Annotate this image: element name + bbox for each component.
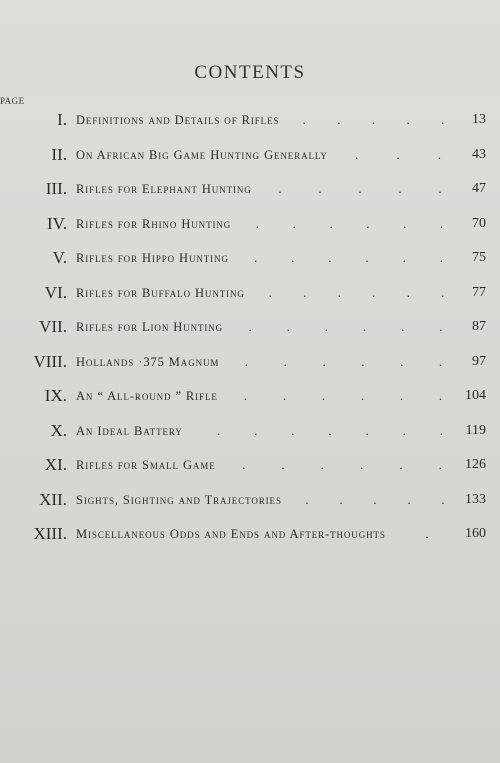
page-title: CONTENTS xyxy=(194,62,306,83)
chapter-title: Sights, Sighting and Trajectories xyxy=(76,492,282,507)
toc-entry xyxy=(0,108,500,132)
page-number: 13 xyxy=(472,112,486,127)
chapter-title: Rifles for Rhino Hunting xyxy=(76,216,232,231)
leader-dots: . . . . . . xyxy=(248,319,443,334)
toc-entry xyxy=(0,315,500,339)
toc-entry xyxy=(0,212,500,236)
chapter-number: VII. xyxy=(39,317,67,336)
toc-entry xyxy=(0,143,500,167)
leader-dots: . . . . . . xyxy=(253,250,443,265)
leader-dots: . . . . . . xyxy=(243,388,443,403)
chapter-title: Rifles for Elephant Hunting xyxy=(76,182,252,196)
leader-dots: . . . . . xyxy=(302,112,445,127)
chapter-title: An “ All-round ” Rifle xyxy=(76,389,218,403)
page-number: 43 xyxy=(472,146,486,162)
page-number: 160 xyxy=(465,526,486,541)
page-number: 126 xyxy=(465,457,486,472)
leader-dots: . . . . . . . xyxy=(216,422,444,438)
toc-entry xyxy=(0,281,500,305)
toc-entry xyxy=(0,177,500,201)
leader-dots: . xyxy=(425,526,429,541)
chapter-number: VI. xyxy=(44,282,67,302)
leader-dots: . . . . . xyxy=(278,181,442,196)
leader-dots: . . . . . xyxy=(305,491,445,507)
chapter-number: III. xyxy=(45,179,67,198)
page-number: 87 xyxy=(472,319,486,334)
chapter-number: XI. xyxy=(44,455,67,474)
chapter-number: XIII. xyxy=(33,524,67,543)
chapter-title: Rifles for Lion Hunting xyxy=(76,320,224,334)
page-number: 47 xyxy=(472,181,486,196)
chapter-title: An Ideal Battery xyxy=(76,423,183,438)
chapter-title: Miscellaneous Odds and Ends and After-thoughts xyxy=(76,527,386,541)
leader-dots: . . . . . . xyxy=(242,457,442,472)
toc-entry xyxy=(0,350,500,374)
chapter-number: V. xyxy=(52,248,67,267)
chapter-number: IX. xyxy=(44,386,67,405)
chapter-number: XII. xyxy=(39,489,67,509)
chapter-number: IV. xyxy=(47,213,67,233)
toc-entry xyxy=(0,246,500,270)
chapter-title: Hollands ·375 Magnum xyxy=(76,354,220,369)
toc-entry xyxy=(0,488,500,512)
toc-entry xyxy=(0,384,500,408)
page-number: 133 xyxy=(465,491,486,507)
page-number: 97 xyxy=(472,353,486,369)
leader-dots: . . . xyxy=(355,146,441,162)
chapter-title: Rifles for Hippo Hunting xyxy=(76,251,229,265)
chapter-title: Rifles for Buffalo Hunting xyxy=(76,285,245,300)
chapter-title: Rifles for Small Game xyxy=(76,458,216,472)
table-of-contents xyxy=(0,108,500,548)
leader-dots: . . . . . . xyxy=(244,353,443,369)
chapter-number: I. xyxy=(57,110,67,129)
toc-entry xyxy=(0,522,500,546)
toc-entry xyxy=(0,453,500,477)
page-number: 70 xyxy=(472,215,486,231)
page-number: 119 xyxy=(465,422,486,438)
page-column-label: PAGE xyxy=(0,96,500,763)
page-number: 77 xyxy=(472,284,486,300)
chapter-number: II. xyxy=(51,144,67,164)
chapter-number: VIII. xyxy=(33,351,67,371)
toc-entry xyxy=(0,419,500,443)
chapter-number: X. xyxy=(50,420,67,440)
page-number: 104 xyxy=(465,388,486,403)
leader-dots: . . . . . . xyxy=(255,215,444,231)
page-number: 75 xyxy=(472,250,486,265)
leader-dots: . . . . . . xyxy=(268,284,445,300)
chapter-title: On African Big Game Hunting Generally xyxy=(76,147,328,162)
chapter-title: Definitions and Details of Rifles xyxy=(76,113,280,127)
